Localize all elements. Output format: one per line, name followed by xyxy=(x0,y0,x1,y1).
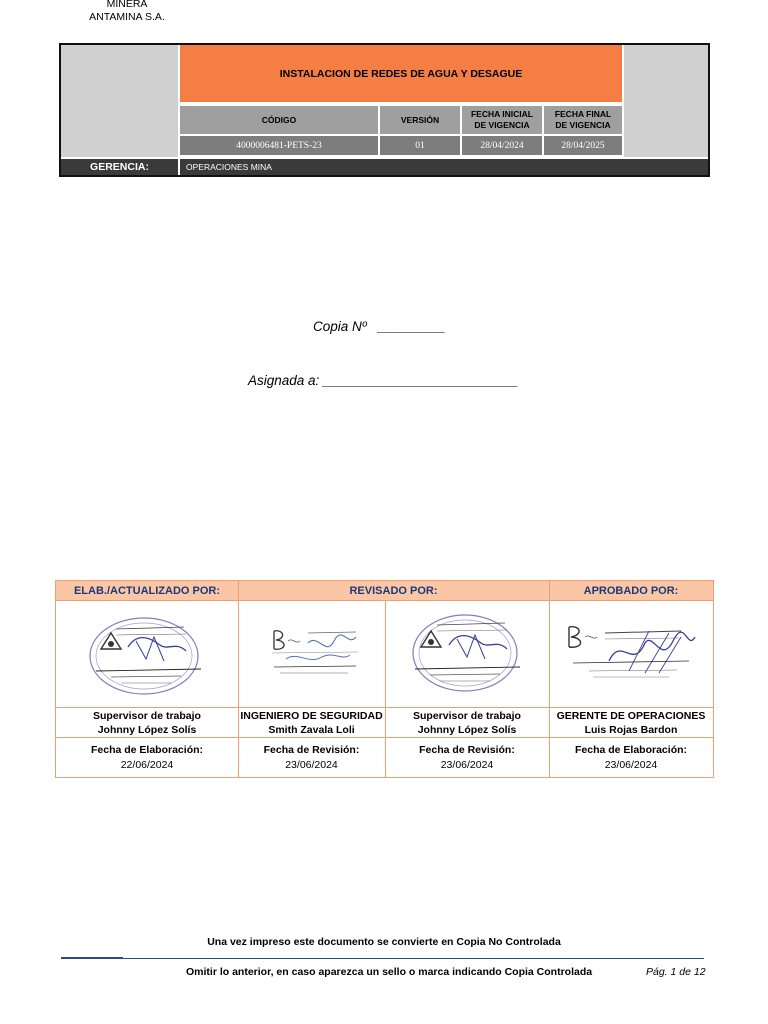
engineers-stamp-icon xyxy=(56,601,238,708)
column-divider xyxy=(238,581,239,778)
column-divider xyxy=(549,581,550,778)
copy-number-label: Copia Nº xyxy=(313,319,367,334)
signer-1-name: Johnny López Solís xyxy=(97,723,197,736)
signer-3-name: Johnny López Solís xyxy=(417,723,517,736)
signature-column-4 xyxy=(549,581,713,777)
start-date-value: 28/04/2024 xyxy=(462,136,542,155)
assigned-to-blank: __________________________ xyxy=(323,373,519,388)
signer-2-date-label: Fecha de Revisión: xyxy=(263,744,360,756)
copy-number-blank: _________ xyxy=(377,319,446,334)
code-value: 4000006481-PETS-23 xyxy=(180,136,378,155)
footer-rule xyxy=(61,958,704,959)
signer-4-date: 23/06/2024 xyxy=(604,759,658,771)
signer-1-role: Supervisor de trabajo xyxy=(93,709,201,722)
signer-3-role: Supervisor de trabajo xyxy=(413,709,521,722)
signer-2-role: INGENIERO DE SEGURIDAD xyxy=(240,709,383,722)
aprobado-header: APROBADO POR: xyxy=(549,581,713,601)
signature-table xyxy=(55,580,714,778)
company-line-2: ANTAMINA S.A. xyxy=(89,11,165,23)
signature-stamp-4 xyxy=(549,601,713,708)
signature-stamp-2 xyxy=(238,601,385,708)
assigned-to-label: Asignada a: xyxy=(248,373,320,388)
signer-1-name-cell xyxy=(56,708,238,738)
company-name xyxy=(84,0,170,24)
assigned-to-line xyxy=(248,373,518,388)
signer-1-date: 22/06/2024 xyxy=(120,759,174,771)
version-header: VERSIÓN xyxy=(380,106,460,134)
signer-3-date: 23/06/2024 xyxy=(440,759,494,771)
bardon-stamp-icon xyxy=(238,601,385,708)
column-divider xyxy=(385,601,386,778)
signer-1-date-label: Fecha de Elaboración: xyxy=(90,744,204,756)
signature-stamp-1 xyxy=(56,601,238,708)
gerencia-value: OPERACIONES MINA xyxy=(180,159,708,175)
signer-3-name-cell xyxy=(385,708,549,738)
signer-4-name: Luis Rojas Bardon xyxy=(584,723,678,736)
footer-rule-accent xyxy=(61,957,123,959)
engineers-stamp-icon xyxy=(385,601,549,708)
gerencia-label: GERENCIA: xyxy=(61,159,178,175)
signer-1-date-cell xyxy=(56,738,238,778)
signer-4-date-label: Fecha de Elaboración: xyxy=(574,744,688,756)
document-header xyxy=(59,43,710,177)
header-right-area xyxy=(624,45,708,157)
signature-column-2 xyxy=(238,581,385,777)
signer-4-date-cell xyxy=(549,738,713,778)
signer-4-name-cell xyxy=(549,708,713,738)
page-number: Pág. 1 de 12 xyxy=(646,966,706,978)
code-header: CÓDIGO xyxy=(180,106,378,134)
version-value: 01 xyxy=(380,136,460,155)
end-date-value: 28/04/2025 xyxy=(544,136,622,155)
signature-column-1 xyxy=(56,581,238,777)
header-logo-area xyxy=(61,45,178,157)
company-line-1: MINERA xyxy=(106,0,148,10)
controlled-copy-note: Omitir lo anterior, en caso aparezca un sello o marca indicando Copia Controlada xyxy=(186,966,593,978)
signer-2-name-cell xyxy=(238,708,385,738)
signer-2-date-cell xyxy=(238,738,385,778)
start-date-header: FECHA INICIAL DE VIGENCIA xyxy=(462,106,542,134)
elab-header: ELAB./ACTUALIZADO POR: xyxy=(56,581,238,601)
signer-3-date-cell xyxy=(385,738,549,778)
signature-column-3 xyxy=(385,581,549,777)
document-title: INSTALACION DE REDES DE AGUA Y DESAGUE xyxy=(180,45,622,102)
signer-4-role: GERENTE DE OPERACIONES xyxy=(556,709,706,722)
revisado-header: REVISADO POR: xyxy=(238,581,549,601)
end-date-header: FECHA FINAL DE VIGENCIA xyxy=(544,106,622,134)
signer-2-name: Smith Zavala Loli xyxy=(268,723,355,736)
uncontrolled-copy-notice: Una vez impreso este documento se convierte en Copia No Controlada xyxy=(207,936,561,948)
signature-stamp-3 xyxy=(385,601,549,708)
bardon-stamp-icon xyxy=(549,601,713,708)
copy-number-line xyxy=(313,319,446,334)
signer-2-date: 23/06/2024 xyxy=(285,759,338,771)
signer-3-date-label: Fecha de Revisión: xyxy=(419,744,515,756)
